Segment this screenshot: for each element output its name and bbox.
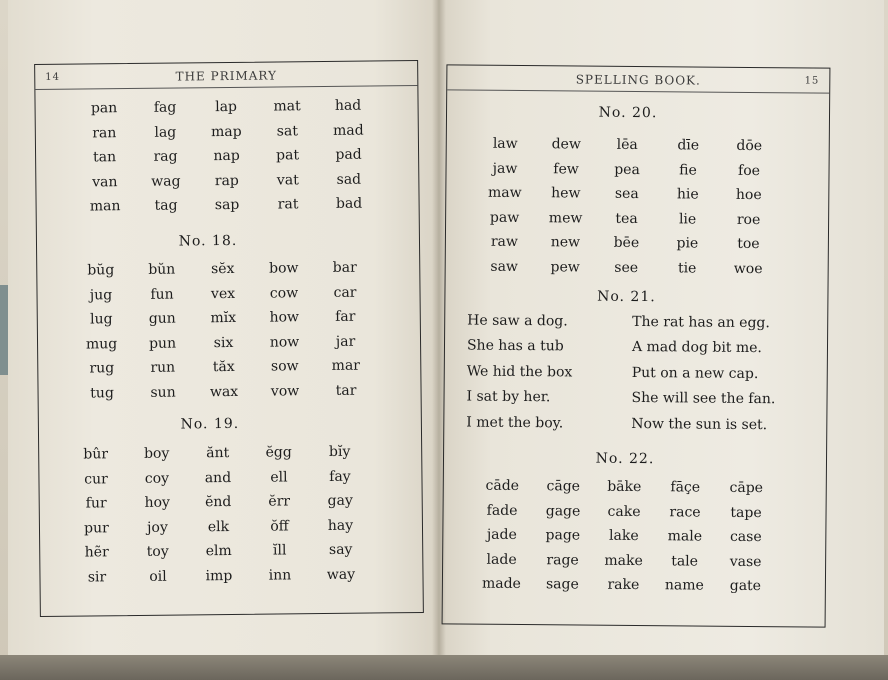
spelling-word: wag [151, 173, 181, 190]
spelling-word: how [269, 309, 300, 326]
spelling-word: page [545, 527, 581, 544]
word-row [65, 440, 370, 468]
spelling-word: coy [144, 470, 170, 487]
spelling-word: tape [730, 504, 762, 521]
word-row [74, 191, 379, 219]
spelling-word: fay [329, 468, 351, 485]
spelling-word: sea [614, 186, 639, 203]
spelling-word: ĕrr [268, 493, 291, 510]
spelling-word: cāge [546, 478, 581, 495]
spelling-word: bēe [613, 235, 640, 252]
word-grid-lesson-22 [471, 474, 777, 599]
spelling-word: tăx [212, 359, 235, 376]
spelling-word: sage [545, 576, 579, 593]
word-row [71, 329, 376, 357]
spelling-word: rake [607, 577, 640, 594]
word-grid-lesson-18 [70, 255, 377, 405]
spelling-word: made [481, 575, 521, 593]
spelling-word: map [210, 123, 242, 140]
spelling-word: rug [89, 360, 115, 377]
spelling-word: fun [150, 286, 174, 303]
spelling-word: dōe [736, 138, 763, 155]
spelling-word: vex [210, 285, 236, 302]
spelling-word: roe [736, 211, 761, 228]
spelling-word: now [269, 334, 300, 351]
spelling-word: rap [214, 172, 239, 189]
spelling-word: cāpe [729, 480, 764, 497]
spelling-word: maw [487, 184, 522, 202]
spelling-word: oil [149, 568, 167, 585]
sentence: He saw a dog. [467, 312, 568, 330]
spelling-word: tag [154, 197, 178, 215]
left-page-number: 14 [45, 71, 61, 83]
spelling-word: jaw [492, 160, 518, 177]
spelling-word: raw [490, 233, 518, 251]
spelling-word: car [333, 284, 357, 301]
word-row [66, 538, 371, 566]
spelling-word: mew [548, 209, 583, 227]
sentence: Put on a new cap. [631, 364, 759, 382]
word-row [472, 474, 777, 501]
word-grid-top [73, 93, 379, 219]
spelling-word: bow [269, 260, 299, 277]
spelling-word: male [667, 528, 703, 545]
spelling-word: six [213, 334, 234, 351]
spelling-word: ran [92, 124, 117, 142]
spelling-word: sow [270, 358, 299, 375]
spelling-word: foe [738, 162, 761, 179]
spelling-word: ĕnd [204, 494, 232, 511]
lesson-21-heading: No. 21. [597, 288, 656, 306]
spelling-word: race [669, 504, 701, 521]
spelling-word: case [729, 529, 762, 546]
spelling-word: gay [327, 492, 353, 510]
word-row [71, 353, 376, 381]
spelling-word: see [614, 259, 639, 276]
spelling-word: nap [213, 148, 240, 165]
word-row [74, 167, 379, 195]
spelling-word: paw [489, 209, 520, 226]
right-page-number: 15 [804, 75, 820, 87]
spelling-word: bĭy [328, 443, 351, 461]
spelling-word: man [89, 198, 121, 215]
sentence: A mad dog bit me. [631, 339, 762, 357]
sentence-row [466, 410, 816, 439]
spelling-word: hẽr [84, 544, 109, 561]
spelling-word: jug [89, 286, 113, 304]
spelling-word: cāde [485, 477, 520, 495]
spelling-word: sat [276, 123, 298, 140]
spelling-word: wax [209, 383, 239, 400]
spelling-word: boy [143, 445, 170, 463]
spelling-word: gun [148, 310, 176, 328]
spelling-word: ell [270, 469, 288, 486]
sentence: We hid the box [466, 363, 573, 381]
spelling-word: mĭx [210, 310, 237, 327]
spelling-word: rage [546, 551, 579, 569]
spelling-word: lake [608, 528, 639, 545]
word-row [71, 378, 376, 406]
spelling-word: bŭg [87, 262, 115, 279]
spelling-word: toe [737, 236, 760, 253]
sentence-row [467, 333, 817, 362]
spelling-word: hay [327, 517, 354, 534]
word-row [70, 280, 375, 308]
spelling-word: van [92, 173, 118, 191]
word-row [471, 523, 776, 550]
spelling-word: rat [277, 196, 299, 213]
spelling-word: bar [332, 259, 357, 277]
spelling-word: tale [671, 553, 699, 570]
spelling-word: pat [276, 147, 300, 164]
spelling-word: cake [607, 503, 641, 520]
spelling-word: gate [729, 578, 762, 595]
spelling-word: mar [331, 357, 361, 375]
sentence-list-lesson-21 [466, 308, 817, 439]
sentence-row [466, 384, 816, 413]
spelling-word: pur [84, 520, 109, 537]
spelling-word: hoy [144, 494, 170, 512]
spelling-word: lie [678, 211, 697, 228]
spelling-word: vat [276, 172, 299, 189]
spelling-word: inn [268, 567, 292, 584]
spelling-word: bāke [607, 479, 642, 496]
sentence: I met the boy. [466, 414, 564, 432]
spelling-word: pan [90, 100, 118, 117]
spelling-word: vow [270, 383, 300, 400]
word-grid-lesson-19 [65, 440, 372, 590]
spelling-word: and [204, 469, 232, 487]
word-row [66, 562, 371, 590]
word-grid-lesson-20 [474, 132, 780, 282]
spelling-word: dew [551, 136, 581, 153]
sentence: Now the sun is set. [631, 415, 768, 433]
lesson-20-heading: No. 20. [598, 104, 658, 122]
spelling-word: imp [205, 567, 233, 585]
word-row [66, 489, 371, 517]
spelling-word: sad [336, 171, 362, 188]
word-row [70, 255, 375, 283]
spelling-word: lēa [616, 137, 638, 154]
spelling-word: pad [335, 146, 362, 164]
word-row [474, 230, 779, 257]
word-row [475, 132, 780, 159]
spelling-word: saw [490, 258, 519, 275]
spelling-word: elk [207, 518, 230, 535]
spelling-word: bûr [83, 446, 109, 463]
spelling-word: had [334, 97, 362, 115]
spelling-word: jade [486, 526, 517, 544]
spelling-word: joy [147, 519, 168, 536]
spelling-word: mug [85, 335, 118, 353]
spelling-word: rag [153, 148, 178, 166]
word-row [471, 498, 776, 525]
spelling-word: say [328, 541, 353, 559]
spelling-word: way [326, 566, 356, 583]
spelling-word: pea [614, 161, 640, 178]
spelling-word: fag [153, 99, 177, 117]
spelling-word: tie [677, 260, 697, 277]
spelling-word: fur [85, 495, 107, 512]
left-page-frame [34, 60, 424, 617]
sentence: The rat has an egg. [632, 313, 770, 331]
spelling-word: gage [545, 502, 581, 520]
spelling-word: pew [550, 259, 580, 276]
sentence-row [467, 359, 817, 388]
spelling-word: toy [146, 543, 169, 561]
lesson-22-heading: No. 22. [595, 450, 655, 468]
spelling-word: few [553, 161, 579, 178]
spelling-word: hew [551, 185, 581, 202]
spelling-word: sun [150, 384, 176, 401]
word-row [66, 513, 371, 541]
spelling-word: ănt [206, 445, 230, 462]
table-surface [0, 655, 888, 680]
sentence: She will see the fan. [631, 390, 776, 408]
spelling-word: vase [729, 553, 762, 570]
word-row [73, 93, 378, 121]
lesson-19-heading: No. 19. [180, 415, 240, 433]
word-row [74, 142, 379, 170]
spelling-word: fie [679, 162, 697, 179]
spelling-word: make [604, 552, 643, 569]
word-row [65, 464, 370, 492]
word-row [474, 254, 779, 281]
spelling-word: far [335, 308, 356, 326]
bookmark-tab [0, 285, 8, 375]
spelling-word: tug [90, 384, 114, 402]
spelling-word: dīe [677, 137, 700, 154]
left-running-head [35, 65, 417, 90]
spelling-word: bad [335, 195, 363, 213]
word-row [474, 205, 779, 232]
spelling-word: ŏff [270, 518, 289, 535]
spelling-word: tea [615, 210, 638, 227]
spelling-word: hie [676, 186, 699, 203]
spelling-word: sir [87, 569, 107, 586]
sentence-row [467, 308, 817, 337]
spelling-word: ĭll [272, 542, 287, 559]
spelling-word: cow [269, 285, 299, 302]
spelling-word: bŭn [148, 261, 176, 279]
spelling-word: elm [205, 543, 232, 560]
spelling-word: tar [335, 382, 357, 399]
spelling-word: sap [214, 197, 240, 214]
spelling-word: run [150, 359, 176, 377]
word-row [471, 572, 776, 599]
spelling-word: lap [215, 99, 238, 116]
spelling-word: lag [154, 124, 177, 141]
right-running-head [447, 69, 829, 93]
word-row [74, 118, 379, 146]
word-row [471, 547, 776, 574]
spelling-word: tan [93, 149, 117, 166]
spelling-word: pie [676, 235, 699, 252]
spelling-word: pun [148, 335, 177, 352]
spelling-word: new [550, 234, 581, 251]
spelling-word: mat [273, 98, 301, 115]
sentence: She has a tub [466, 337, 564, 355]
right-page-frame [442, 64, 831, 627]
spelling-word: ĕgg [265, 444, 292, 461]
spelling-word: name [664, 577, 704, 594]
word-row [474, 156, 779, 183]
spelling-word: mad [332, 122, 364, 139]
sentence: I sat by her. [466, 388, 551, 406]
word-row [71, 304, 376, 332]
spelling-word: cur [84, 471, 108, 488]
spelling-word: lug [89, 311, 113, 328]
lesson-18-heading: No. 18. [178, 232, 238, 250]
spelling-word: jar [335, 333, 356, 350]
word-row [474, 181, 779, 208]
spelling-word: fāçe [670, 479, 701, 496]
spelling-word: fade [486, 502, 518, 519]
spelling-word: law [492, 135, 518, 153]
left-running-title: THE PRIMARY [175, 68, 278, 84]
spelling-word: lade [486, 551, 517, 568]
right-running-title: SPELLING BOOK. [575, 72, 701, 88]
spelling-word: sĕx [211, 261, 235, 278]
spelling-word: hoe [735, 187, 762, 204]
spelling-word: woe [733, 260, 763, 277]
